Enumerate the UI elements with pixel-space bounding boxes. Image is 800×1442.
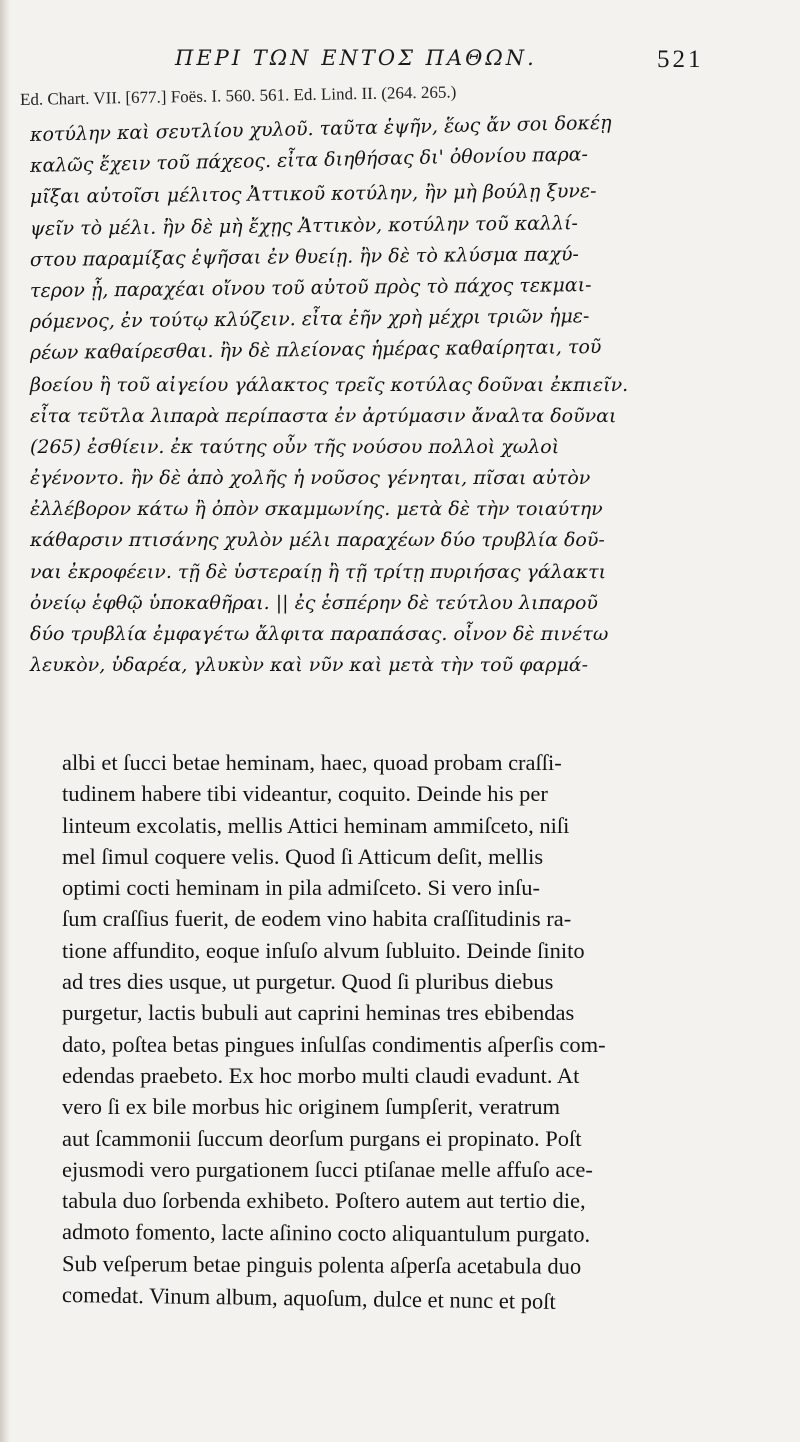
latin-line: tabula duo ſorbenda exhibeto. Poſtero autem aut tertio die, xyxy=(62,1188,586,1214)
edition-references: Ed. Chart. VII. [677.] Foës. I. 560. 561. Ed. Lind. II. (264. 265.) xyxy=(19,82,457,109)
latin-line: optimi cocti heminam in pila admiſceto. Si vero inſu- xyxy=(62,875,541,901)
greek-line: ὀνείῳ ἑφθῷ ὑποκαθῆραι. || ἐς ἑσπέρην δὲ τεύτλου λιπαροῦ xyxy=(30,591,598,614)
greek-line: λευκὸν, ὑδαρέα, γλυκὺν καὶ νῦν καὶ μετὰ τὴν τοῦ φαρμά- xyxy=(30,654,589,677)
greek-line: στου παραμίξας ἑψῆσαι ἐν θυείῃ. ἢν δὲ τὸ κλύσμα παχύ- xyxy=(29,243,580,271)
page-edge-shadow xyxy=(0,0,10,1442)
greek-line: μῖξαι αὐτοῖσι μέλιτος Ἀττικοῦ κοτύλην, ἢν μὴ βούλῃ ξυνε- xyxy=(29,180,597,209)
latin-line: purgetur, lactis bubuli aut caprini heminas tres ebibendas xyxy=(62,1000,575,1026)
latin-line: Sub veſperum betae pinguis polenta aſperſa acetabula duo xyxy=(61,1250,582,1279)
latin-line: tudinem habere tibi videantur, coquito. Deinde his per xyxy=(62,781,548,807)
greek-line: ἐλλέβορον κάτω ἢ ὀπὸν σκαμμωνίης. μετὰ δὲ τὴν τοιαύτην xyxy=(30,498,603,521)
latin-line: ad tres dies usque, ut purgetur. Quod ſi pluribus diebus xyxy=(62,969,554,995)
running-header xyxy=(0,42,800,82)
greek-line: ναι ἐκροφέειν. τῇ δὲ ὑστεραίῃ ἢ τῇ τρίτῃ πυριήσας γάλακτι xyxy=(30,560,607,583)
latin-line: edendas praebeto. Ex hoc morbo multi claudi evadunt. At xyxy=(62,1062,580,1088)
greek-line: δύο τρυβλία ἐμφαγέτω ἄλφιτα παραπάσας. οἶνον δὲ πινέτω xyxy=(30,623,609,645)
greek-text-block xyxy=(29,111,730,681)
latin-line: vero ſi ex bile morbus hic originem ſumpſerit, veratrum xyxy=(62,1094,560,1120)
greek-line: κοτύλην καὶ σευτλίου χυλοῦ. ταῦτα ἑψῆν, ἕως ἄν σοι δοκέῃ xyxy=(29,111,612,146)
latin-text-block xyxy=(61,747,742,1314)
greek-line: βοείου ἢ τοῦ αἰγείου γάλακτος τρεῖς κοτύλας δοῦναι ἐκπιεῖν. xyxy=(30,373,629,396)
latin-line: aut ſcammonii ſuccum deorſum purgans ei propinato. Poſt xyxy=(62,1125,582,1151)
greek-line: τερον ᾖ, παραχέαι οἴνου τοῦ αὐτοῦ πρὸς τὸ πάχος τεκμαι- xyxy=(29,274,592,302)
greek-line: ρόμενος, ἐν τούτῳ κλύζειν. εἶτα ἐῆν χρὴ μέχρι τριῶν ἡμε- xyxy=(29,305,590,334)
greek-line: ψεῖν τὸ μέλι. ἢν δὲ μὴ ἔχῃς Ἀττικὸν, κοτύλην τοῦ καλλί- xyxy=(29,211,579,240)
latin-line: linteum excolatis, mellis Attici heminam ammiſceto, niſi xyxy=(62,812,570,838)
latin-line: ejusmodi vero purgationem ſucci ptiſanae melle affuſo ace- xyxy=(62,1156,593,1182)
greek-line: ἐγένοντο. ἢν δὲ ἀπὸ χολῆς ἡ νοῦσος γένηται, πῖσαι αὐτὸν xyxy=(30,467,591,490)
greek-line: καλῶς ἔχειν τοῦ πάχεος. εἶτα διηθήσας δι' ὀθονίου παρα- xyxy=(29,143,589,178)
latin-line: admoto fomento, lacte aſinino cocto aliquantulum purgato. xyxy=(61,1219,591,1248)
latin-line: dato, poſtea betas pingues inſulſas condimentis aſperſis com- xyxy=(62,1031,606,1057)
greek-line: (265) ἐσθίειν. ἐκ ταύτης οὖν τῆς νούσου πολλοὶ χωλοὶ xyxy=(30,435,560,458)
latin-line: tione affundito, eoque inſuſo alvum ſubluito. Deinde ſinito xyxy=(62,937,585,963)
latin-line: mel ſimul coquere velis. Quod ſi Atticum deſit, mellis xyxy=(62,843,544,869)
running-title: ΠΕΡΙ ΤΩΝ ΕΝΤΟΣ ΠΑΘΩΝ. xyxy=(175,46,537,70)
greek-line: ρέων καθαίρεσθαι. ἢν δὲ πλείονας ἡμέρας καθαίρηται, τοῦ xyxy=(29,336,602,365)
latin-line: ſum craſſius fuerit, de eodem vino habita craſſitudinis ra- xyxy=(62,906,572,932)
latin-line: comedat. Vinum album, aquoſum, dulce et nunc et poſt xyxy=(61,1282,556,1314)
greek-line: κάθαρσιν πτισάνης χυλὸν μέλι παραχέων δύο τρυβλία δοῦ- xyxy=(30,529,605,552)
latin-line: albi et ſucci betae heminam, haec, quoad probam craſſi- xyxy=(62,750,562,775)
greek-line: εἶτα τεῦτλα λιπαρὰ περίπαστα ἐν ἀρτύμασιν ἄναλτα δοῦναι xyxy=(30,404,617,427)
page-number: 521 xyxy=(657,46,704,73)
